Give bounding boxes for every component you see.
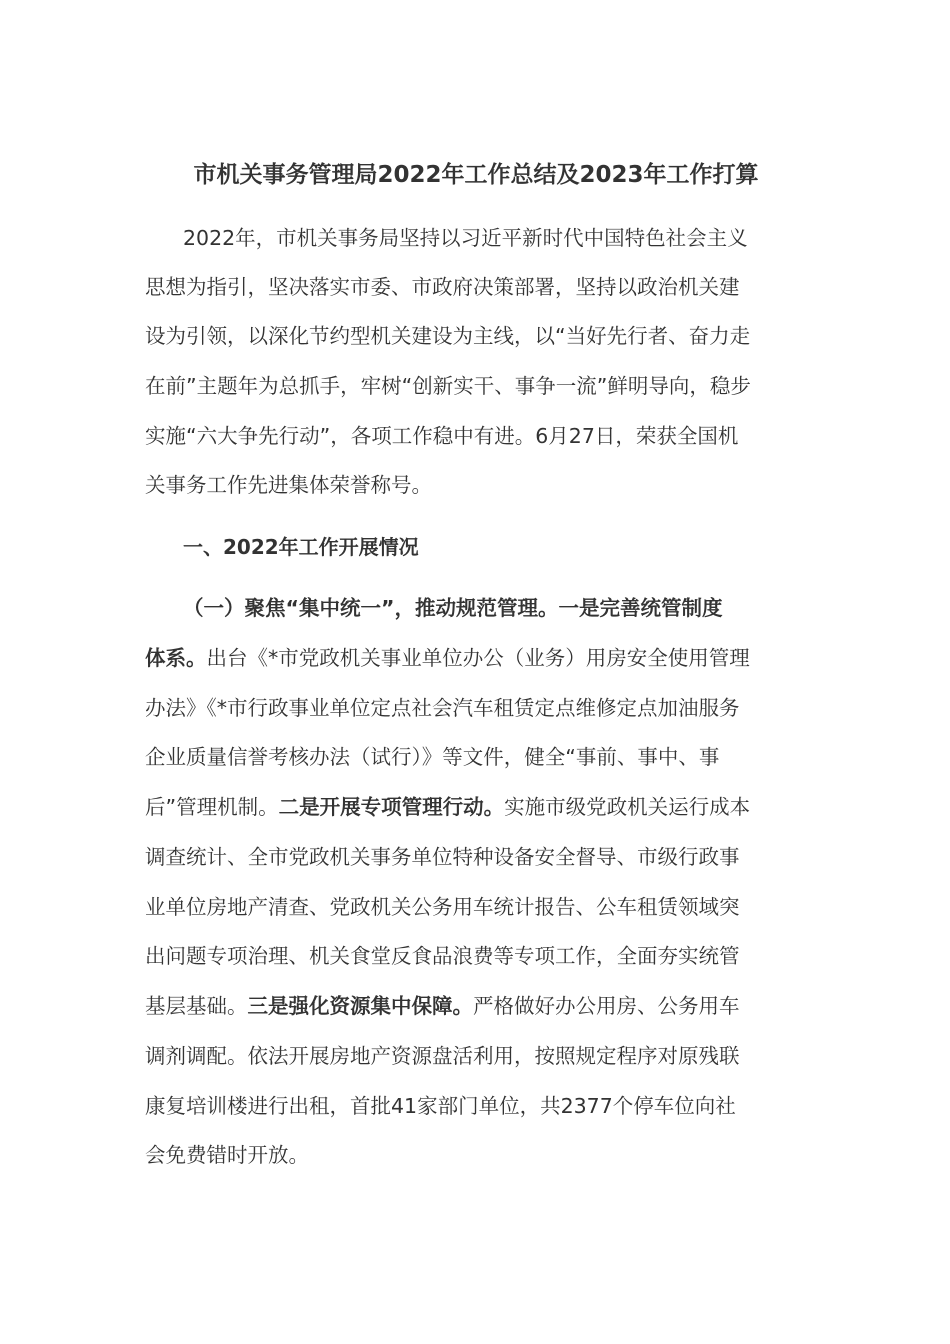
document-title: 市机关事务管理局2022年工作总结及2023年工作打算 [193, 162, 759, 188]
intro-line: 设为引领，以深化节约型机关建设为主线，以“当好先行者、奋力走 [145, 324, 751, 348]
body-line-text: 会免费错时开放。 [145, 1143, 309, 1167]
body-line-bold: 二是开展专项管理行动。 [278, 795, 505, 819]
body-line [145, 737, 719, 777]
body-line-bold: 三是强化资源集中保障。 [247, 994, 473, 1018]
body-line [145, 787, 750, 827]
body-line [145, 638, 750, 678]
body-line-text: 办法》《*市行政事业单位定点社会汽车租赁定点维修定点加油服务 [145, 696, 740, 720]
body-line-bold: 体系。 [145, 646, 207, 670]
body-line-text: 业单位房地产清查、党政机关公务用车统计报告、公车租赁领域突 [145, 895, 740, 919]
body-line-text: 调查统计、全市党政机关事务单位特种设备安全督导、市级行政事 [145, 845, 740, 869]
body-line-text: 企业质量信誉考核办法（试行）》等文件，健全“事前、事中、事 [145, 745, 720, 769]
intro-line: 实施“六大争先行动”，各项工作稳中有进。6月27日，荣获全国机 [145, 424, 739, 448]
body-line [145, 887, 740, 927]
body-line-text: 康复培训楼进行出租，首批41家部门单位，共2377个停车位向社 [145, 1094, 736, 1118]
body-line-text: 调剂调配。依法开展房地产资源盘活利用，按照规定程序对原残联 [145, 1044, 740, 1068]
body-line [145, 688, 740, 728]
body-line [145, 936, 740, 976]
body-line-text: 严格做好办公用房、公务用车 [473, 994, 740, 1018]
intro-line: 思想为指引，坚决落实市委、市政府决策部署，坚持以政治机关建 [145, 275, 740, 299]
body-line [145, 1135, 309, 1175]
intro-line: 2022年，市机关事务局坚持以习近平新时代中国特色社会主义 [183, 226, 748, 250]
body-line-text: 后”管理机制。 [145, 795, 279, 819]
intro-line: 在前”主题年为总抓手，牢树“创新实干、事争一流”鲜明导向，稳步 [145, 374, 751, 398]
body-line-text: 出台《*市党政机关事业单位办公（业务）用房安全使用管理 [206, 646, 750, 670]
section-heading: 一、2022年工作开展情况 [183, 535, 419, 559]
body-line [183, 588, 722, 628]
intro-line: 关事务工作先进集体荣誉称号。 [145, 473, 432, 497]
body-line [145, 837, 740, 877]
body-line-bold: （一）聚焦“集中统一”，推动规范管理。一是完善统管制度 [183, 596, 723, 620]
body-line-text: 出问题专项治理、机关食堂反食品浪费等专项工作，全面夯实统管 [145, 944, 740, 968]
body-line [145, 986, 740, 1026]
body-line-text: 基层基础。 [145, 994, 248, 1018]
body-line-text: 实施市级党政机关运行成本 [504, 795, 751, 819]
body-line [145, 1086, 736, 1126]
body-line [145, 1036, 740, 1076]
